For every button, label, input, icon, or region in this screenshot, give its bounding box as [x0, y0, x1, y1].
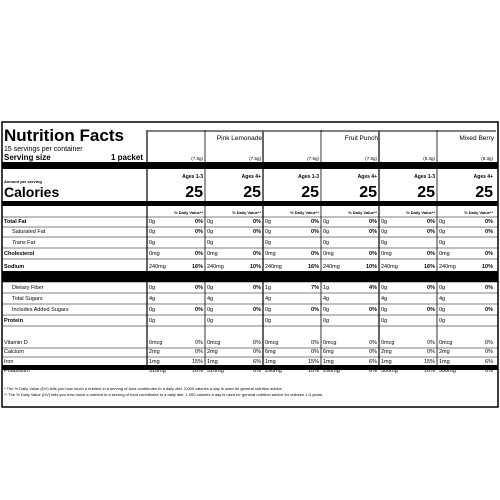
nutrient-amount: 0g: [439, 240, 446, 246]
serving-grams: (8.3g): [481, 156, 493, 161]
nutrient-daily-value: 0%: [253, 285, 261, 291]
nutrient-amount: 0g: [439, 285, 446, 291]
nutrient-amount: 0g: [149, 285, 156, 291]
vitamin-daily-value: 6%: [369, 359, 377, 365]
vitamin-daily-value: 0%: [253, 340, 261, 346]
vitamin-daily-value: 0%: [311, 349, 319, 355]
nutrient-amount: 0g: [323, 307, 330, 313]
flavor-mixed-berry: Mixed Berry: [459, 135, 494, 142]
nutrient-daily-value: 0%: [427, 229, 435, 235]
nutrient-daily-value: 2%: [253, 274, 261, 280]
nutrient-amount: 0g: [439, 318, 446, 324]
daily-value-heading: % Daily Value**: [290, 210, 319, 215]
vitamin-amount: 1mg: [381, 359, 392, 365]
flavor-pink-lemonade: Pink Lemonade: [216, 135, 262, 142]
vitamin-amount: 2mg: [381, 349, 392, 355]
nutrient-daily-value: 10%: [481, 264, 493, 270]
nutrient-amount: 0g: [207, 219, 214, 225]
vitamin-amount: 1mg: [265, 359, 276, 365]
vitamin-amount: 2mg: [439, 349, 450, 355]
vitamin-daily-value: 6%: [485, 359, 493, 365]
nutrient-amount: 240mg: [207, 264, 224, 270]
nutrient-name: Total Fat: [4, 219, 27, 225]
nutrient-daily-value: 0%: [311, 219, 319, 225]
nutrient-daily-value: 0%: [427, 219, 435, 225]
calories-label: Calories: [4, 184, 60, 200]
age-group-label: Ages 1-3: [298, 174, 319, 180]
calories-value: 25: [359, 184, 377, 201]
nutrient-daily-value: 0%: [253, 307, 261, 313]
vitamin-daily-value: 0%: [195, 340, 203, 346]
nutrient-daily-value: 0%: [311, 251, 319, 257]
nutrient-daily-value: 0%: [311, 229, 319, 235]
nutrient-amount: 1g: [323, 285, 330, 291]
nutrient-daily-value: 0%: [485, 229, 493, 235]
vitamin-amount: 290mg: [265, 368, 282, 374]
nutrient-amount: 240mg: [149, 264, 166, 270]
nutrient-daily-value: 0%: [195, 285, 203, 291]
vitamin-daily-value: 0%: [485, 349, 493, 355]
nutrient-daily-value: 0%: [485, 251, 493, 257]
vitamin-amount: 0mcg: [381, 340, 395, 346]
nutrient-daily-value: 0%: [369, 229, 377, 235]
nutrient-amount: 0g: [265, 307, 272, 313]
vitamin-amount: 6mg: [265, 349, 276, 355]
nutrient-amount: 0g: [149, 318, 156, 324]
nutrient-amount: 0g: [439, 219, 446, 225]
nutrient-amount: 0g: [323, 229, 330, 235]
age-group-label: Ages 4+: [473, 174, 493, 180]
nutrient-amount: 6g: [207, 274, 214, 280]
nutrient-amount: 0g: [381, 219, 388, 225]
footnote-children: ** The % Daily Value (DV) tells you how much a nutrient in a serving of food contributes to a daily diet. 1,000 calories a day is used for general nutrition advice for children 1-3 years.: [4, 392, 324, 397]
vitamin-name: Vitamin D: [4, 340, 28, 346]
nutrient-daily-value: 0%: [485, 307, 493, 313]
nutrient-daily-value: 16%: [307, 264, 319, 270]
age-group-label: Ages 4+: [357, 174, 377, 180]
daily-value-heading: % Daily Value**: [232, 210, 261, 215]
vitamin-amount: 0mcg: [149, 340, 163, 346]
nutrient-amount: 4g: [439, 296, 446, 302]
nutrient-name: Protein: [4, 318, 23, 324]
nutrient-daily-value: 0%: [195, 251, 203, 257]
vitamin-daily-value: 10%: [191, 368, 203, 374]
nutrient-daily-value: 0%: [485, 219, 493, 225]
nutrient-amount: 0g: [381, 240, 388, 246]
vitamin-daily-value: 0%: [427, 340, 435, 346]
nutrient-amount: 4g: [381, 296, 388, 302]
daily-value-heading: % Daily Value**: [406, 210, 435, 215]
vitamin-amount: 1mg: [207, 359, 218, 365]
nutrient-amount: 0g: [265, 219, 272, 225]
nutrient-amount: 240mg: [381, 264, 398, 270]
nutrient-daily-value: 0%: [427, 251, 435, 257]
nutrient-amount: 0g: [381, 318, 388, 324]
nutrient-daily-value: 16%: [191, 264, 203, 270]
nutrient-daily-value: 10%: [249, 264, 261, 270]
flavor-fruit-punch: Fruit Punch: [344, 135, 378, 142]
nutrient-amount: 240mg: [439, 264, 456, 270]
nutrient-amount: 0mg: [381, 251, 392, 257]
nutrient-amount: 1g: [265, 285, 272, 291]
serving-grams: (7.6g): [307, 156, 319, 161]
calories-value: 25: [301, 184, 319, 201]
nutrient-amount: 0g: [381, 229, 388, 235]
nutrient-amount: 6g: [381, 274, 388, 280]
nutrient-amount: 6g: [265, 274, 272, 280]
nutrient-amount: 0g: [323, 219, 330, 225]
nutrient-amount: 0g: [207, 229, 214, 235]
nutrient-daily-value: 2%: [485, 274, 493, 280]
vitamin-daily-value: 0%: [253, 349, 261, 355]
vitamin-amount: 310mg: [207, 368, 224, 374]
thick-rule-calories: [2, 201, 498, 206]
nutrient-daily-value: 0%: [195, 229, 203, 235]
nutrient-amount: 0g: [439, 307, 446, 313]
vitamin-daily-value: 0%: [369, 349, 377, 355]
vitamin-daily-value: 15%: [191, 359, 203, 365]
vitamin-daily-value: 10%: [307, 368, 319, 374]
serving-grams: (7.5g): [191, 156, 203, 161]
vitamin-daily-value: 15%: [423, 359, 435, 365]
servings-per-container: 15 servings per container: [4, 146, 83, 153]
vitamin-amount: 0mcg: [439, 340, 453, 346]
vitamin-name: Iron: [4, 359, 14, 365]
nutrient-daily-value: 0%: [485, 285, 493, 291]
daily-value-heading: % Daily Value**: [174, 210, 203, 215]
nutrient-amount: 6g: [323, 274, 330, 280]
nutrient-amount: 0g: [381, 307, 388, 313]
nutrient-amount: 6g: [439, 274, 446, 280]
vitamin-amount: 300mg: [439, 368, 456, 374]
nutrient-amount: 0g: [207, 240, 214, 246]
nutrient-amount: 0mg: [265, 251, 276, 257]
nutrient-daily-value: 0%: [311, 307, 319, 313]
nutrient-amount: 0g: [149, 229, 156, 235]
amount-per-serving: Amount per serving: [4, 179, 42, 184]
nutrient-amount: 0g: [207, 285, 214, 291]
vitamin-amount: 310mg: [149, 368, 166, 374]
calories-value: 25: [243, 184, 261, 201]
nutrient-amount: 0mg: [149, 251, 160, 257]
vitamin-daily-value: 6%: [485, 368, 493, 374]
footnote-adults: * The % Daily Value (DV) tells you how much a nutrient in a serving of food contributes to a daily diet. 2,000 calories a day is used for general nutrition advice.: [4, 386, 283, 391]
vitamin-daily-value: 0%: [485, 340, 493, 346]
nutrient-name: Trans Fat: [12, 240, 36, 246]
vitamin-amount: 1mg: [439, 359, 450, 365]
vitamin-daily-value: 10%: [423, 368, 435, 374]
nutrient-amount: 0mg: [323, 251, 334, 257]
nutrient-amount: 0g: [323, 240, 330, 246]
nutrient-daily-value: 16%: [423, 264, 435, 270]
serving-grams: (7.5g): [365, 156, 377, 161]
nutrient-daily-value: 0%: [369, 251, 377, 257]
calories-value: 25: [475, 184, 493, 201]
nutrient-daily-value: 0%: [195, 307, 203, 313]
nutrient-daily-value: 10%: [365, 264, 377, 270]
nutrient-name: Sodium: [4, 264, 25, 270]
nutrient-daily-value: 2%: [369, 274, 377, 280]
daily-value-heading: % Daily Value**: [464, 210, 493, 215]
nutrition-facts-title: Nutrition Facts: [4, 126, 124, 145]
vitamin-daily-value: 0%: [427, 349, 435, 355]
nutrient-amount: 0g: [323, 318, 330, 324]
vitamin-daily-value: 0%: [369, 340, 377, 346]
vitamin-daily-value: 6%: [369, 368, 377, 374]
nutrient-name: Cholesterol: [4, 251, 35, 257]
vitamin-name: Potassium: [4, 368, 30, 374]
vitamin-amount: 0mcg: [207, 340, 221, 346]
vitamin-name: Calcium: [4, 349, 24, 355]
daily-value-heading: % Daily Value**: [348, 210, 377, 215]
nutrient-amount: 0g: [149, 240, 156, 246]
vitamin-amount: 1mg: [149, 359, 160, 365]
nutrient-daily-value: 0%: [253, 251, 261, 257]
nutrient-amount: 6g: [149, 274, 156, 280]
age-group-label: Ages 1-3: [414, 174, 435, 180]
serving-size-label: Serving size: [4, 153, 51, 162]
nutrient-daily-value: 0%: [253, 219, 261, 225]
vitamin-daily-value: 6%: [253, 368, 261, 374]
vitamin-amount: 0mcg: [265, 340, 279, 346]
nutrient-amount: 0g: [381, 285, 388, 291]
nutrient-amount: 0g: [149, 219, 156, 225]
vitamin-amount: 1mg: [323, 359, 334, 365]
nutrient-name: Total Sugars: [12, 296, 43, 302]
nutrient-name: Total Carbohydrate: [4, 274, 55, 280]
nutrient-amount: 0g: [265, 229, 272, 235]
serving-size-value: 1 packet: [110, 153, 143, 162]
nutrient-name: Saturated Fat: [12, 229, 46, 235]
nutrient-amount: 4g: [265, 296, 272, 302]
vitamin-amount: 300mg: [381, 368, 398, 374]
vitamin-daily-value: 15%: [307, 359, 319, 365]
calories-value: 25: [417, 184, 435, 201]
nutrient-daily-value: 7%: [311, 285, 319, 291]
nutrient-daily-value: 4%: [369, 285, 377, 291]
nutrient-amount: 4g: [149, 296, 156, 302]
nutrient-amount: 4g: [207, 296, 214, 302]
nutrient-daily-value: 0%: [427, 285, 435, 291]
nutrient-amount: 4g: [323, 296, 330, 302]
serving-grams: (7.5g): [249, 156, 261, 161]
nutrient-daily-value: 0%: [253, 229, 261, 235]
nutrient-amount: 240mg: [323, 264, 340, 270]
vitamin-amount: 0mcg: [323, 340, 337, 346]
calories-value: 25: [185, 184, 203, 201]
nutrient-daily-value: 4%: [427, 274, 435, 280]
nutrient-daily-value: 0%: [369, 219, 377, 225]
nutrient-daily-value: 0%: [427, 307, 435, 313]
nutrient-amount: 0g: [207, 318, 214, 324]
nutrient-daily-value: 4%: [195, 274, 203, 280]
serving-grams: (8.3g): [423, 156, 435, 161]
nutrient-amount: 0mg: [207, 251, 218, 257]
vitamin-daily-value: 6%: [253, 359, 261, 365]
vitamin-amount: 6mg: [323, 349, 334, 355]
vitamin-daily-value: 0%: [195, 349, 203, 355]
nutrient-amount: 240mg: [265, 264, 282, 270]
thick-rule-title: [2, 162, 498, 169]
age-group-label: Ages 1-3: [182, 174, 203, 180]
nutrient-name: Includes Added Sugars: [12, 307, 69, 313]
nutrient-amount: 0g: [439, 229, 446, 235]
vitamin-amount: 2mg: [207, 349, 218, 355]
nutrient-amount: 0g: [207, 307, 214, 313]
nutrient-amount: 0mg: [439, 251, 450, 257]
age-group-label: Ages 4+: [241, 174, 261, 180]
nutrient-amount: 0g: [265, 318, 272, 324]
nutrient-daily-value: 4%: [311, 274, 319, 280]
nutrient-daily-value: 0%: [195, 219, 203, 225]
nutrient-amount: 0g: [149, 307, 156, 313]
nutrient-amount: 0g: [265, 240, 272, 246]
nutrient-daily-value: 0%: [369, 307, 377, 313]
vitamin-amount: 290mg: [323, 368, 340, 374]
nutrient-name: Dietary Fiber: [12, 285, 44, 291]
vitamin-daily-value: 0%: [311, 340, 319, 346]
vitamin-amount: 2mg: [149, 349, 160, 355]
thick-rule-protein: [2, 271, 498, 282]
